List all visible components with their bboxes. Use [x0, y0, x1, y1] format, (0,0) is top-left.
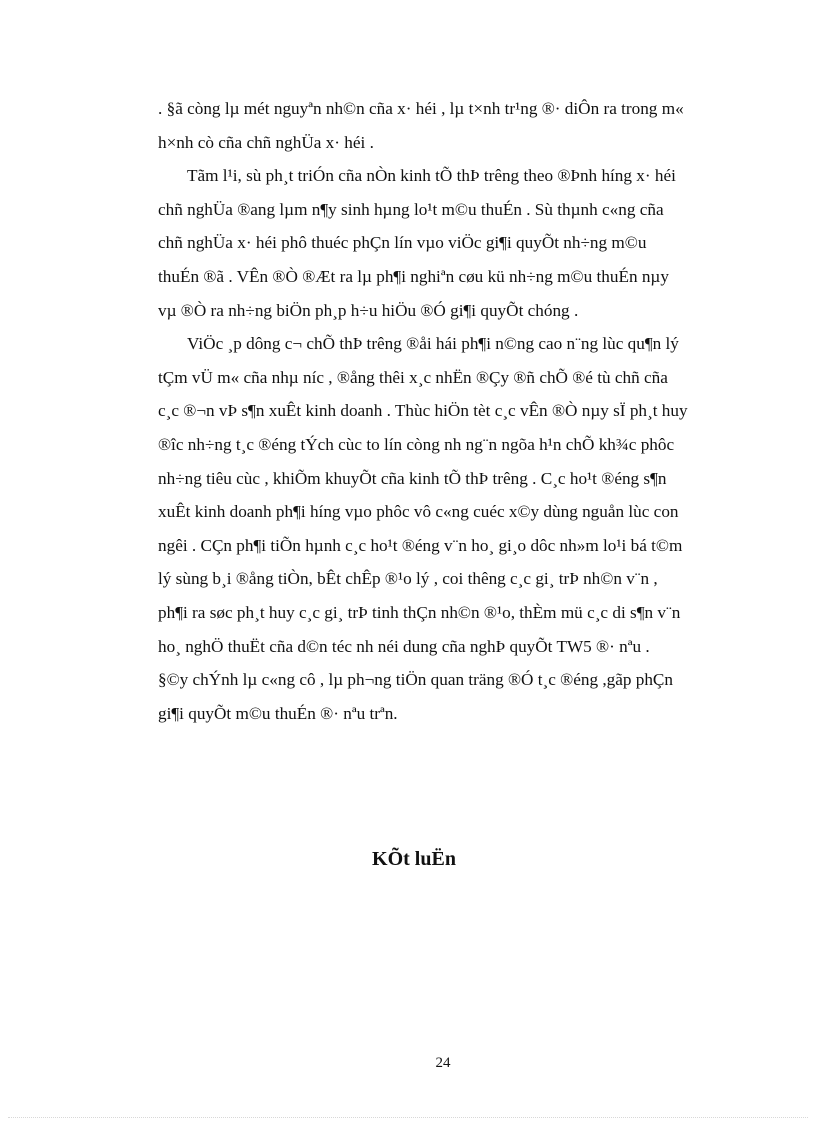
text-line: nh÷ng tiêu cùc , khiÕm khuyÕt cña kinh tÕ thÞ trêng . C¸c ho¹t ®éng s¶n [158, 468, 667, 488]
section-heading: KÕt luËn [372, 848, 456, 870]
text-line: ViÖc ¸p dông c¬ chÕ thÞ trêng ®åi hái ph¶i n©ng cao n¨ng lùc qu¶n lý [187, 334, 679, 354]
text-line: h×nh cò cña chñ nghÜa x· héi . [158, 132, 374, 152]
text-line: gi¶i quyÕt m©u thuÉn ®· nªu trªn. [158, 703, 398, 723]
text-line: ph¶i ra søc ph¸t huy c¸c gi¸ trÞ tinh thÇn nh©n ®¹o, thÈm mü c¸c di s¶n v¨n [158, 602, 681, 622]
text-line: c¸c ®¬n vÞ s¶n xuÊt kinh doanh . Thùc hiÖn tèt c¸c vÊn ®Ò nµy sÏ ph¸t huy [158, 401, 688, 421]
page-number: 24 [435, 1055, 451, 1071]
text-line: . §ã còng lµ mét nguyªn nh©n cña x· héi , lµ t×nh tr¹ng ®· diÔn ra trong m« [158, 99, 684, 118]
page-bottom-divider [8, 1117, 808, 1118]
text-line: ho¸ nghÖ thuËt cña d©n téc nh néi dung cña nghÞ quyÕt TW5 ®· nªu . [158, 636, 650, 656]
text-line: xuÊt kinh doanh ph¶i híng vµo phôc vô c«ng cuéc x©y dùng nguån lùc con [158, 502, 679, 522]
body-text [158, 92, 768, 730]
text-line: Tãm l¹i, sù ph¸t triÓn cña nÒn kinh tÕ thÞ trêng theo ®Þnh híng x· héi [187, 166, 676, 186]
text-line: vµ ®Ò ra nh÷ng biÖn ph¸p h÷u hiÖu ®Ó gi¶i quyÕt chóng . [158, 300, 579, 320]
text-line: lý sùng b¸i ®ång tiÒn, bÊt chÊp ®¹o lý , coi thêng c¸c gi¸ trÞ nh©n v¨n , [158, 569, 658, 589]
text-line: §©y chÝnh lµ c«ng cô , lµ ph¬ng tiÖn quan träng ®Ó t¸c ®éng ,gãp phÇn [158, 670, 673, 690]
text-line: chñ nghÜa ®ang lµm n¶y sinh hµng lo¹t m©u thuÉn . Sù thµnh c«ng cña [158, 199, 664, 219]
text-line: ®îc nh÷ng t¸c ®éng tÝch cùc to lín còng nh ng¨n ngõa h¹n chÕ kh¾c phôc [158, 434, 675, 454]
text-line: thuÉn ®ã . VÊn ®Ò ®Æt ra lµ ph¶i nghiªn cøu kü nh÷ng m©u thuÉn nµy [158, 266, 669, 286]
text-line: ngêi . CÇn ph¶i tiÕn hµnh c¸c ho¹t ®éng v¨n ho¸ gi¸o dôc nh»m lo¹i bá t©m [158, 535, 683, 555]
text-line: tÇm vÜ m« cña nhµ níc , ®ång thêi x¸c nhËn ®Çy ®ñ chÕ ®é tù chñ cña [158, 367, 668, 387]
text-line: chñ nghÜa x· héi phô thuéc phÇn lín vµo viÖc gi¶i quyÕt nh÷ng m©u [158, 233, 647, 253]
